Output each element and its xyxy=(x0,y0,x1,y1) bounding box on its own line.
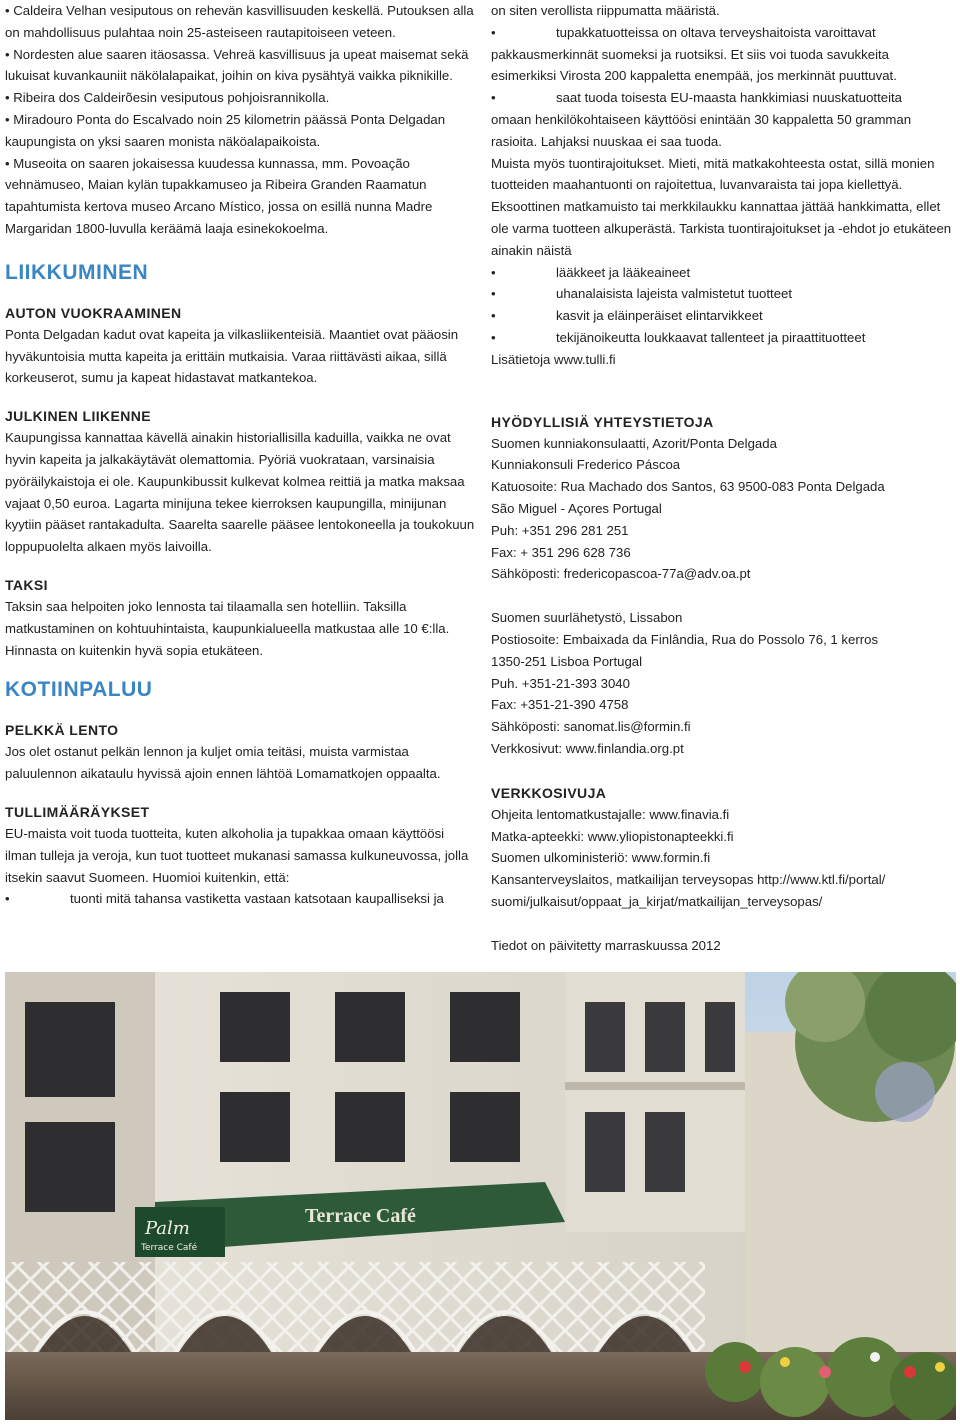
tobacco-bullet xyxy=(491,22,953,44)
website-link[interactable]: Matka-apteekki: www.yliopistonapteekki.fi xyxy=(491,828,734,844)
contact-line: Fax: + 351 296 628 736 xyxy=(491,544,631,560)
continuation-line: on siten verollista riippumatta määristä. xyxy=(491,3,720,18)
hotel-photo-illustration xyxy=(5,972,956,1420)
list-item-text: uhanalaisista lajeista valmistetut tuotteet xyxy=(556,286,793,302)
list-item xyxy=(491,262,953,284)
bullet-glyph: • xyxy=(491,24,496,40)
sign-text: Terrace Café xyxy=(141,1243,198,1253)
intro-bullet-3: • Ribeira dos Caldeirõesin vesiputous pohjoisrannikolla. xyxy=(5,90,330,106)
list-item-text: lääkkeet ja lääkeaineet xyxy=(556,264,691,280)
auton-text: Ponta Delgadan kadut ovat kapeita ja vilkasliikenteisiä. Maantiet ovat pääosin hyväkuntoisia mutta kapeita ja erittäin mutkaisia. Varaa riittävästi aikaa, sillä korkeuserot, sumu ja kapeat hidastavat matkantekoa. xyxy=(5,326,459,386)
pelkka-text: Jos olet ostanut pelkän lennon ja kuljet omia teitäsi, muista varmistaa paluulennon aikataulu hyvissä ajoin ennen lähtöä Lomamatkojen oppaalta. xyxy=(5,744,441,782)
intro-bullet-1: • Caldeira Velhan vesiputous on rehevän kasvillisuuden keskellä. Putouksen alla on mahdollisuus pulahtaa noin 25-asteiseen rautapitoiseen veteen. xyxy=(5,3,474,40)
tobacco-bullet-text: tupakkatuotteissa on oltava terveyshaitoista varoittavat xyxy=(556,24,876,40)
website-link[interactable]: Ohjeita lentomatkustajalle: www.finavia.fi xyxy=(491,806,730,822)
julkinen-text: Kaupungissa kannattaa kävellä ainakin historiallisilla kaduilla, vaikka ne ovat hyvin kapeita ja jalkakäytävät olemattomia. Pyöriä vuokrataan, varsinaisia pyöräilykaistoja ei ole. Kaupunkibussit kulkevat kolmea reittiä ja matka maksaa vajaat 0,50 euroa. Lagarta minijuna tekee kierroksen kaupungilla, minijunan kyytiin pääset rantakadulta. Saarelta saarelle pääsee lentokoneella ja toukokuun loppupuolelta alkaen myös laivoilla. xyxy=(5,430,475,555)
pelkka-heading: PELKKÄ LENTO xyxy=(5,722,119,739)
left-column xyxy=(5,0,475,910)
website-link[interactable]: Suomen ulkoministeriö: www.formin.fi xyxy=(491,850,711,866)
awning-text: Terrace Café xyxy=(305,1205,416,1227)
intro-bullet-5: • Museoita on saaren jokaisessa kuudessa kunnassa, mm. Povoação vehnämuseo, Maian kylän tupakkamuseo ja Ribeira Granden Raamatun tapahtumista kertova museo Arcano Místico, jossa on esillä nunna Madre Margaridan 1800-luvulla keräämä laaja esinekokoelma. xyxy=(5,155,433,236)
contact-line: Puh: +351 296 281 251 xyxy=(491,522,629,538)
hotel-photo xyxy=(5,972,956,1420)
contact-line: Fax: +351-21-390 4758 xyxy=(491,697,629,713)
snus-bullet-cont: omaan henkilökohtaiseen käyttöösi enintään 30 kappaletta 50 gramman rasioita. Lahjaksi nuuskaa ei saa tuoda. xyxy=(491,111,912,149)
contact-email[interactable]: Sähköposti: fredericopascoa-77a@adv.oa.pt xyxy=(491,566,751,582)
auton-heading: AUTON VUOKRAAMINEN xyxy=(5,304,182,321)
snus-bullet xyxy=(491,87,953,109)
snus-bullet-text: saat tuoda toisesta EU-maasta hankkimiasi nuuskatuotteita xyxy=(556,90,902,106)
julkinen-heading: JULKINEN LIIKENNE xyxy=(5,408,152,425)
tobacco-bullet-cont: pakkausmerkinnät suomeksi ja ruotsiksi. Et siis voi tuoda savukkeita esimerkiksi Virosta 200 kappaletta enempää, jos merkinnät puuttuvat. xyxy=(491,46,897,84)
contact-website[interactable]: Verkkosivut: www.finlandia.org.pt xyxy=(491,740,684,756)
bullet-glyph: • xyxy=(491,90,496,106)
taksi-heading: TAKSI xyxy=(5,576,48,593)
intro-bullet-4: • Miradouro Ponta do Escalvado noin 25 kilometrin päässä Ponta Delgadan kaupungista on yksi saaren monista näköalapaikoista. xyxy=(5,111,446,149)
list-item-text: kasvit ja eläinperäiset elintarvikkeet xyxy=(556,308,763,324)
bullet-glyph: • xyxy=(491,308,496,324)
websites-heading: VERKKOSIVUJA xyxy=(491,784,607,801)
website-link[interactable]: Kansanterveyslaitos, matkailijan terveysopas http://www.ktl.fi/portal/ suomi/julkaisut/oppaat_ja_kirjat/matkailijan_terveysopas/ xyxy=(491,872,886,909)
tulli-text: EU-maista voit tuoda tuotteita, kuten alkoholia ja tupakkaa omaan käyttöösi ilman tulleja ja veroja, kun tuot tuotteet mukanasi samassa kulkuneuvossa, jolla itsekin saavut Suomeen. Huomioi kuitenkin, että: xyxy=(5,825,469,885)
list-item xyxy=(491,327,953,349)
bullet-glyph: • xyxy=(5,891,10,907)
contact-line: Katuosoite: Rua Machado dos Santos, 63 9500-083 Ponta Delgada xyxy=(491,479,885,495)
contact-line: Suomen suurlähetystö, Lissabon xyxy=(491,610,683,626)
bullet-glyph: • xyxy=(491,286,496,302)
tulli-bullet-text: tuonti mitä tahansa vastiketta vastaan katsotaan kaupalliseksi ja xyxy=(70,891,444,907)
bullet-glyph: • xyxy=(491,264,496,280)
import-text: Muista myös tuontirajoitukset. Mieti, mitä matkakohteesta ostat, sillä monien tuotteiden maahantuonti on rajoitettua, luvanvaraista tai jopa kiellettyä. Eksoottinen matkamuisto tai merkkilaukku kannattaa jättää hankkimatta, ellet ole varma tuotteen alkuperästä. Tarkista tuontirajoitukset ja -ehdot jo etukäteen ainakin näistä xyxy=(491,155,952,258)
contact-line: 1350-251 Lisboa Portugal xyxy=(491,653,643,669)
contact-email[interactable]: Sähköposti: sanomat.lis@formin.fi xyxy=(491,719,691,735)
list-item-text: tekijänoikeutta loukkaavat tallenteet ja piraattituotteet xyxy=(556,329,866,345)
tulli-bullet xyxy=(5,888,475,910)
list-item xyxy=(491,305,953,327)
list-item xyxy=(491,283,953,305)
intro-bullet-2: • Nordesten alue saaren itäosassa. Vehreä kasvillisuus ja upeat maisemat sekä lukuisat kuvankauniit näkölalapaikat, joihin on kiva pysähtyä vaikka piknikille. xyxy=(5,46,469,84)
lisatietoja-link[interactable]: Lisätietoja www.tulli.fi xyxy=(491,351,616,367)
kotiinpaluu-heading: KOTIINPALUU xyxy=(5,678,153,702)
taksi-text: Taksin saa helpoiten joko lennosta tai tilaamalla sen hotelliin. Taksilla matkustaminen on kohtuuhintaista, kaupunkialueella matkustaa alle 10 €:lla. Hinnasta on kuitenkin hyvä sopia etukäteen. xyxy=(5,598,450,658)
contact-line: São Miguel - Açores Portugal xyxy=(491,500,662,516)
contacts-heading: HYÖDYLLISIÄ YHTEYSTIETOJA xyxy=(491,413,714,430)
contact-line: Postiosoite: Embaixada da Finlândia, Rua do Possolo 76, 1 kerros xyxy=(491,631,879,647)
liikkuminen-heading: LIIKKUMINEN xyxy=(5,260,149,284)
contact-line: Suomen kunniakonsulaatti, Azorit/Ponta Delgada xyxy=(491,435,777,451)
bullet-glyph: • xyxy=(491,329,496,345)
tulli-heading: TULLIMÄÄRÄYKSET xyxy=(5,803,150,820)
sign-brand: Palm xyxy=(145,1218,190,1239)
updated-note: Tiedot on päivitetty marraskuussa 2012 xyxy=(491,937,721,953)
contact-line: Kunniakonsuli Frederico Páscoa xyxy=(491,457,681,473)
contact-line: Puh. +351-21-393 3040 xyxy=(491,675,630,691)
right-column xyxy=(491,0,953,956)
